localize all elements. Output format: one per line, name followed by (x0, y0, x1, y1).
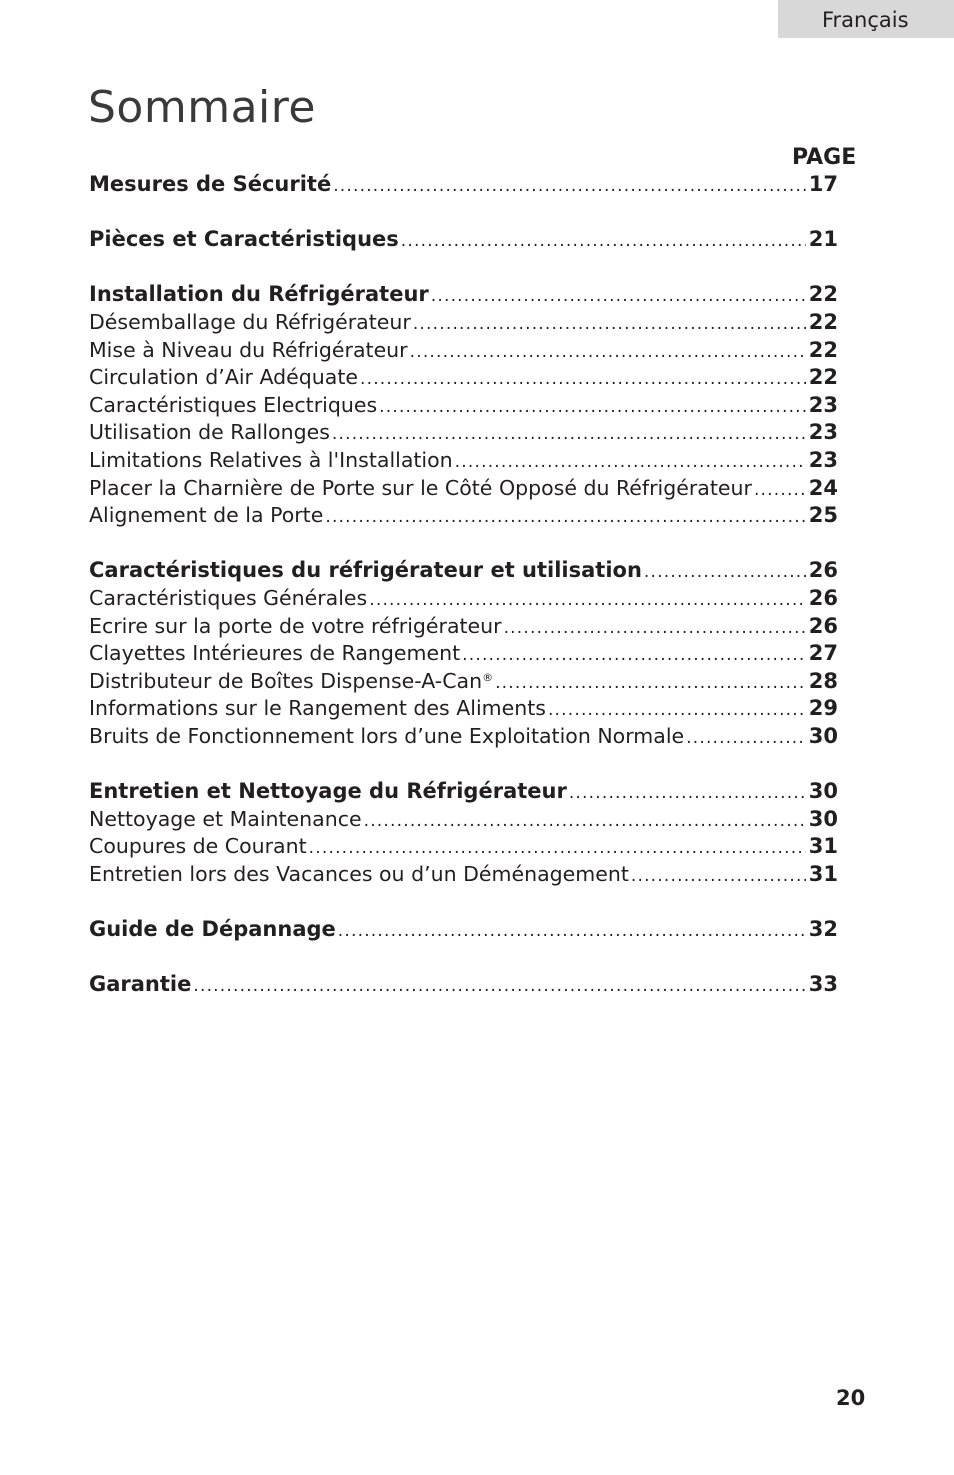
toc-label-text: Entretien lors des Vacances ou d’un Déménagement (89, 861, 629, 886)
toc-entry[interactable] (89, 668, 838, 696)
toc-entry-label (89, 806, 362, 834)
toc-entry-label (89, 419, 330, 447)
toc-entry-label (89, 309, 411, 337)
toc-entry[interactable] (89, 364, 838, 392)
toc-label-text: Coupures de Courant (89, 834, 307, 859)
dot-leader (460, 642, 806, 668)
toc-entry[interactable] (89, 723, 838, 751)
toc-entry[interactable] (89, 640, 838, 668)
toc-entry-label (89, 337, 408, 365)
toc-entry-label (89, 695, 546, 723)
toc-label-text: Caractéristiques Electriques (89, 392, 378, 417)
toc-page-number: 31 (808, 861, 838, 886)
toc-heading-label (89, 557, 642, 585)
dot-leader (752, 477, 806, 503)
toc-page-number: 30 (808, 723, 838, 748)
toc-label-text: Circulation d’Air Adéquate (89, 365, 358, 390)
toc-entry[interactable] (89, 502, 838, 530)
toc-section-heading[interactable] (89, 971, 838, 999)
toc-page-number: 32 (808, 917, 838, 942)
toc-label-text: Guide de Dépannage (89, 917, 336, 942)
toc-section-heading[interactable] (89, 281, 838, 309)
toc-label-text: Informations sur le Rangement des Aliments (89, 696, 546, 721)
table-of-contents (89, 171, 838, 999)
toc-page-number: 33 (808, 972, 838, 997)
dot-leader (642, 559, 806, 585)
dot-leader (331, 173, 806, 199)
toc-page-number: 25 (808, 503, 838, 528)
dot-leader (323, 504, 806, 530)
toc-label-text: Garantie (89, 972, 192, 997)
dot-leader (377, 394, 806, 420)
toc-label-text: Bruits de Fonctionnement lors d’une Exploitation Normale (89, 723, 685, 748)
toc-label-text: Nettoyage et Maintenance (89, 806, 362, 831)
dot-leader (408, 339, 806, 365)
dot-leader (453, 449, 806, 475)
toc-entry-label (89, 723, 684, 751)
toc-entry[interactable] (89, 806, 838, 834)
toc-label-text: Distributeur de Boîtes Dispense-A-Can (89, 668, 483, 693)
dot-leader (411, 311, 806, 337)
dot-leader (336, 918, 806, 944)
dot-leader (567, 780, 806, 806)
page-title: Sommaire (88, 82, 316, 133)
toc-entry-label (89, 668, 493, 696)
toc-entry-label (89, 640, 460, 668)
toc-page-number: 21 (808, 227, 838, 252)
toc-page-number: 30 (808, 806, 838, 831)
toc-entry-label (89, 502, 323, 530)
dot-leader (502, 615, 806, 641)
toc-heading-label (89, 281, 429, 309)
dot-leader (629, 863, 806, 889)
toc-page-number: 30 (808, 779, 838, 804)
toc-label-text: Limitations Relatives à l'Installation (89, 447, 453, 472)
dot-leader (362, 808, 806, 834)
toc-page-number: 28 (808, 668, 838, 693)
toc-page-number: 26 (808, 613, 838, 638)
toc-page-number: 22 (808, 282, 838, 307)
toc-label-text: Pièces et Caractéristiques (89, 227, 399, 252)
toc-entry-label (89, 861, 629, 889)
dot-leader (493, 670, 806, 696)
toc-heading-label (89, 916, 336, 944)
toc-section-heading[interactable] (89, 226, 838, 254)
toc-page-number: 24 (808, 475, 838, 500)
toc-page-number: 23 (808, 420, 838, 445)
toc-page-number: 26 (808, 558, 838, 583)
toc-page-number: 23 (808, 447, 838, 472)
toc-entry[interactable] (89, 475, 838, 503)
dot-leader (358, 366, 806, 392)
toc-heading-label (89, 778, 567, 806)
toc-entry[interactable] (89, 861, 838, 889)
toc-page-number: 22 (808, 365, 838, 390)
toc-page-number: 17 (808, 172, 838, 196)
toc-label-text: Mesures de Sécurité (89, 172, 332, 196)
toc-section-heading[interactable] (89, 171, 838, 199)
toc-entry[interactable] (89, 613, 838, 641)
dot-leader (191, 973, 806, 999)
toc-page-number: 22 (808, 337, 838, 362)
toc-heading-label (89, 226, 399, 254)
toc-page-number: 22 (808, 309, 838, 334)
toc-page-number: 27 (808, 641, 838, 666)
toc-entry[interactable] (89, 419, 838, 447)
toc-label-text: Clayettes Intérieures de Rangement (89, 641, 461, 666)
toc-entry-label (89, 475, 752, 503)
toc-entry-label (89, 364, 358, 392)
dot-leader (684, 725, 806, 751)
language-tab: Français (778, 0, 954, 38)
dot-leader (546, 697, 806, 723)
toc-entry-label (89, 392, 377, 420)
toc-entry-label (89, 833, 307, 861)
toc-label-text: Désemballage du Réfrigérateur (89, 309, 411, 334)
toc-section-heading[interactable] (89, 778, 838, 806)
toc-entry[interactable] (89, 585, 838, 613)
toc-section-heading[interactable] (89, 557, 838, 585)
registered-mark: ® (482, 670, 494, 684)
toc-entry-label (89, 447, 453, 475)
dot-leader (307, 835, 806, 861)
toc-label-text: Caractéristiques Générales (89, 585, 368, 610)
toc-entry[interactable] (89, 447, 838, 475)
toc-entry-label (89, 613, 502, 641)
page-number: 20 (836, 1386, 866, 1410)
dot-leader (429, 283, 806, 309)
toc-page-number: 31 (808, 834, 838, 859)
toc-entry[interactable] (89, 695, 838, 723)
toc-label-text: Placer la Charnière de Porte sur le Côté Opposé du Réfrigérateur (89, 475, 752, 500)
dot-leader (399, 228, 806, 254)
toc-entry[interactable] (89, 309, 838, 337)
toc-page-number: 29 (808, 696, 838, 721)
toc-section-heading[interactable] (89, 916, 838, 944)
toc-heading-label (89, 971, 191, 999)
toc-page-number: 23 (808, 392, 838, 417)
toc-label-text: Mise à Niveau du Réfrigérateur (89, 337, 408, 362)
toc-entry-label (89, 585, 367, 613)
toc-label-text: Entretien et Nettoyage du Réfrigérateur (89, 779, 567, 804)
page-column-header: PAGE (792, 145, 857, 170)
toc-label-text: Alignement de la Porte (89, 503, 324, 528)
toc-label-text: Utilisation de Rallonges (89, 420, 330, 445)
dot-leader (367, 587, 806, 613)
toc-label-text: Ecrire sur la porte de votre réfrigérateur (89, 613, 502, 638)
toc-entry[interactable] (89, 337, 838, 365)
toc-label-text: Caractéristiques du réfrigérateur et utilisation (89, 558, 642, 583)
dot-leader (330, 421, 806, 447)
toc-entry[interactable] (89, 833, 838, 861)
toc-heading-label (89, 171, 331, 199)
toc-entry[interactable] (89, 392, 838, 420)
toc-page-number: 26 (808, 585, 838, 610)
toc-label-text: Installation du Réfrigérateur (89, 282, 429, 307)
